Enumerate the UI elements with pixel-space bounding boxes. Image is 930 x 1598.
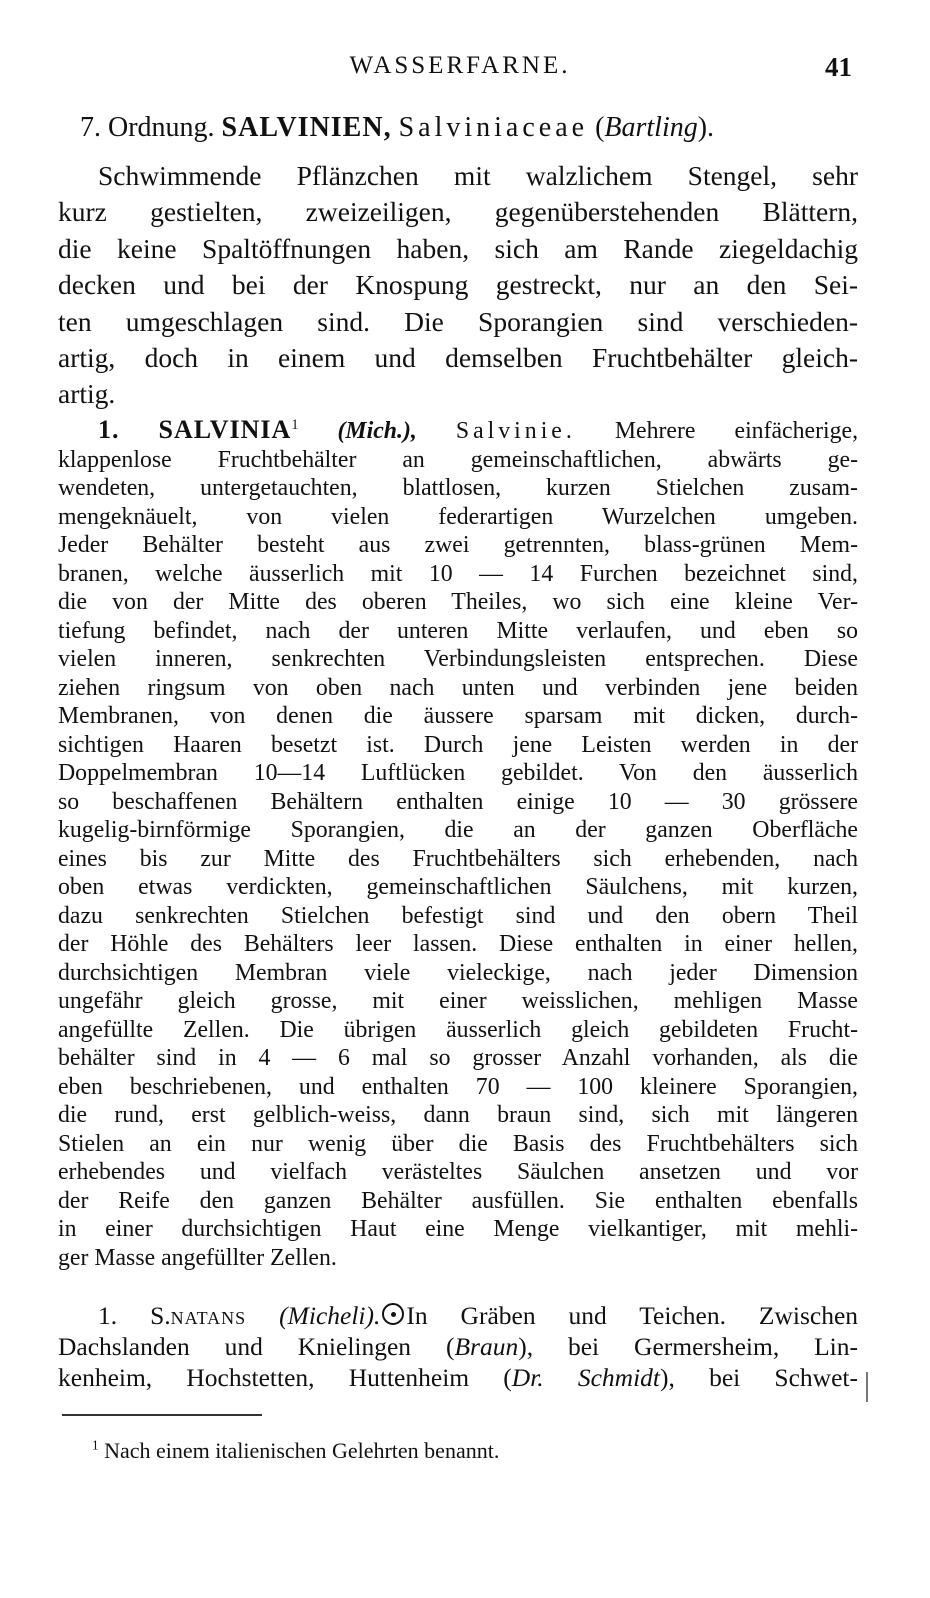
text-line: erhebendes und vielfach verästeltes Säulchen ansetzen und vor (58, 1159, 858, 1185)
page-number: 41 (825, 52, 852, 82)
genus-text-start: Mehrere einfächerige, (614, 418, 859, 444)
text-line: ziehen ringsum von oben nach unten und verbinden jene beiden (58, 674, 858, 701)
text-line: artig. (58, 378, 116, 410)
text-line: tiefung befindet, nach der unteren Mitte verlaufen, und eben so (58, 617, 858, 644)
text-line: branen, welche äusserlich mit 10 — 14 Furchen bezeichnet sind, (58, 560, 858, 587)
footnote (92, 1438, 499, 1464)
text-line: ungefähr gleich grosse, mit einer weisslichen, mehligen Masse (58, 988, 858, 1014)
margin-mark (866, 1372, 868, 1402)
genus-heading-line (58, 416, 858, 446)
species-epithet: natans (170, 1301, 247, 1330)
text-line: Schwimmende Pflänzchen mit walzlichem Stengel, sehr (98, 160, 858, 191)
order-name: SALVINIEN, (221, 112, 392, 143)
text-line: behälter sind in 4 — 6 mal so grosser Anzahl vorhanden, als die (58, 1045, 858, 1071)
annual-plant-symbol-icon (382, 1303, 404, 1325)
order-heading (58, 108, 858, 148)
running-head (60, 52, 860, 86)
text-span: Dachslanden und Knielingen ( (58, 1332, 455, 1361)
footnote-text: Nach einem italienischen Gelehrten benannt. (104, 1438, 500, 1463)
species-text-start: In Gräben und Teichen. Zwischen (406, 1301, 859, 1330)
text-line: angefüllte Zellen. Die übrigen äusserlich gleich gebildeten Frucht- (58, 1016, 858, 1043)
genus-text-lines (58, 446, 858, 1273)
text-line: der Höhle des Behälters leer lassen. Diese enthalten in einer hellen, (58, 931, 858, 957)
species-initial: S. (150, 1301, 171, 1330)
order-author: Bartling (604, 112, 698, 143)
text-line: so beschaffenen Behältern enthalten einige 10 — 30 grössere (58, 788, 858, 815)
text-line: artig, doch in einem und demselben Fruchtbehälter gleich- (58, 342, 858, 374)
text-span: ), bei Germersheim, Lin- (518, 1332, 859, 1361)
text-line: in einer durchsichtigen Haut eine Menge vielkantiger, mit mehli- (58, 1216, 858, 1242)
text-line: durchsichtigen Membran viele vieleckige, nach jeder Dimension (58, 959, 858, 986)
text-line: wendeten, untergetauchten, blattlosen, kurzen Stielchen zusam- (58, 475, 858, 501)
genus-number: 1. (98, 415, 120, 444)
text-line: der Reife den ganzen Behälter ausfüllen. Sie enthalten ebenfalls (58, 1187, 858, 1214)
text-span: kenheim, Hochstetten, Huttenheim ( (58, 1363, 512, 1392)
genus-description-paragraph (58, 416, 858, 1272)
text-line: Stielen an ein nur wenig über die Basis des Fruchtbehälters sich (58, 1130, 858, 1157)
text-line (58, 1362, 858, 1393)
collector-name: Braun (454, 1332, 519, 1361)
genus-author: (Mich.), (337, 418, 417, 444)
text-line: klappenlose Fruchtbehälter an gemeinschaftlichen, abwärts ge- (58, 446, 858, 473)
species-paragraph (58, 1300, 858, 1393)
genus-name: SALVINIA (158, 415, 292, 444)
text-line: ten umgeschlagen sind. Die Sporangien sind verschieden- (58, 305, 858, 337)
text-span: ), bei Schwet- (660, 1363, 858, 1392)
species-heading-line (58, 1300, 858, 1331)
text-line: eben beschriebenen, und enthalten 70 — 100 kleinere Sporangien, (58, 1073, 858, 1100)
order-author-close: ). (697, 112, 715, 143)
order-latin-name: Salviniaceae (398, 112, 589, 143)
running-head-title: WASSERFARNE. (349, 52, 571, 79)
species-author: (Micheli). (279, 1301, 381, 1330)
footnote-reference: 1 (291, 417, 299, 434)
text-line: decken und bei der Knospung gestreckt, nur an den Sei- (58, 269, 858, 301)
footnote-marker: 1 (92, 1437, 99, 1453)
text-line: ger Masse angefüllter Zellen. (58, 1244, 337, 1271)
text-line: Membranen, von denen die äussere sparsam mit dicken, durch- (58, 703, 858, 729)
text-line: dazu senkrechten Stielchen befestigt sind und den obern Theil (58, 902, 858, 929)
text-line (58, 1331, 858, 1362)
text-line: mengeknäuelt, von vielen federartigen Wurzelchen umgeben. (58, 503, 858, 530)
text-line: die rund, erst gelblich-weiss, dann braun sind, sich mit längeren (58, 1102, 858, 1128)
text-line: eines bis zur Mitte des Fruchtbehälters sich erhebenden, nach (58, 845, 858, 872)
text-line: sichtigen Haaren besetzt ist. Durch jene Leisten werden in der (58, 731, 858, 758)
footnote-divider (62, 1414, 262, 1416)
text-line: die keine Spaltöffnungen haben, sich am Rande ziegeldachig (58, 232, 858, 264)
text-line: vielen inneren, senkrechten Verbindungsleisten entsprechen. Diese (58, 646, 858, 672)
collector-name: Dr. Schmidt (511, 1363, 661, 1392)
text-line: Doppelmembran 10—14 Luftlücken gebildet. Von den äusserlich (58, 760, 858, 786)
species-number: 1. (98, 1301, 118, 1330)
order-number: 7. Ordnung. (80, 112, 215, 143)
genus-common-name: Salvinie. (455, 418, 576, 444)
text-line: die von der Mitte des oberen Theiles, wo sich eine kleine Ver- (58, 589, 858, 615)
text-line: Jeder Behälter besteht aus zwei getrennten, blass-grünen Mem- (58, 532, 858, 558)
text-line: kurz gestielten, zweizeiligen, gegenüberstehenden Blättern, (58, 196, 858, 228)
text-line: kugelig-birnförmige Sporangien, die an der ganzen Oberfläche (58, 817, 858, 843)
order-author-open: ( (595, 112, 605, 143)
text-line: oben etwas verdickten, gemeinschaftlichen Säulchens, mit kurzen, (58, 874, 858, 900)
order-description-paragraph (58, 158, 858, 413)
